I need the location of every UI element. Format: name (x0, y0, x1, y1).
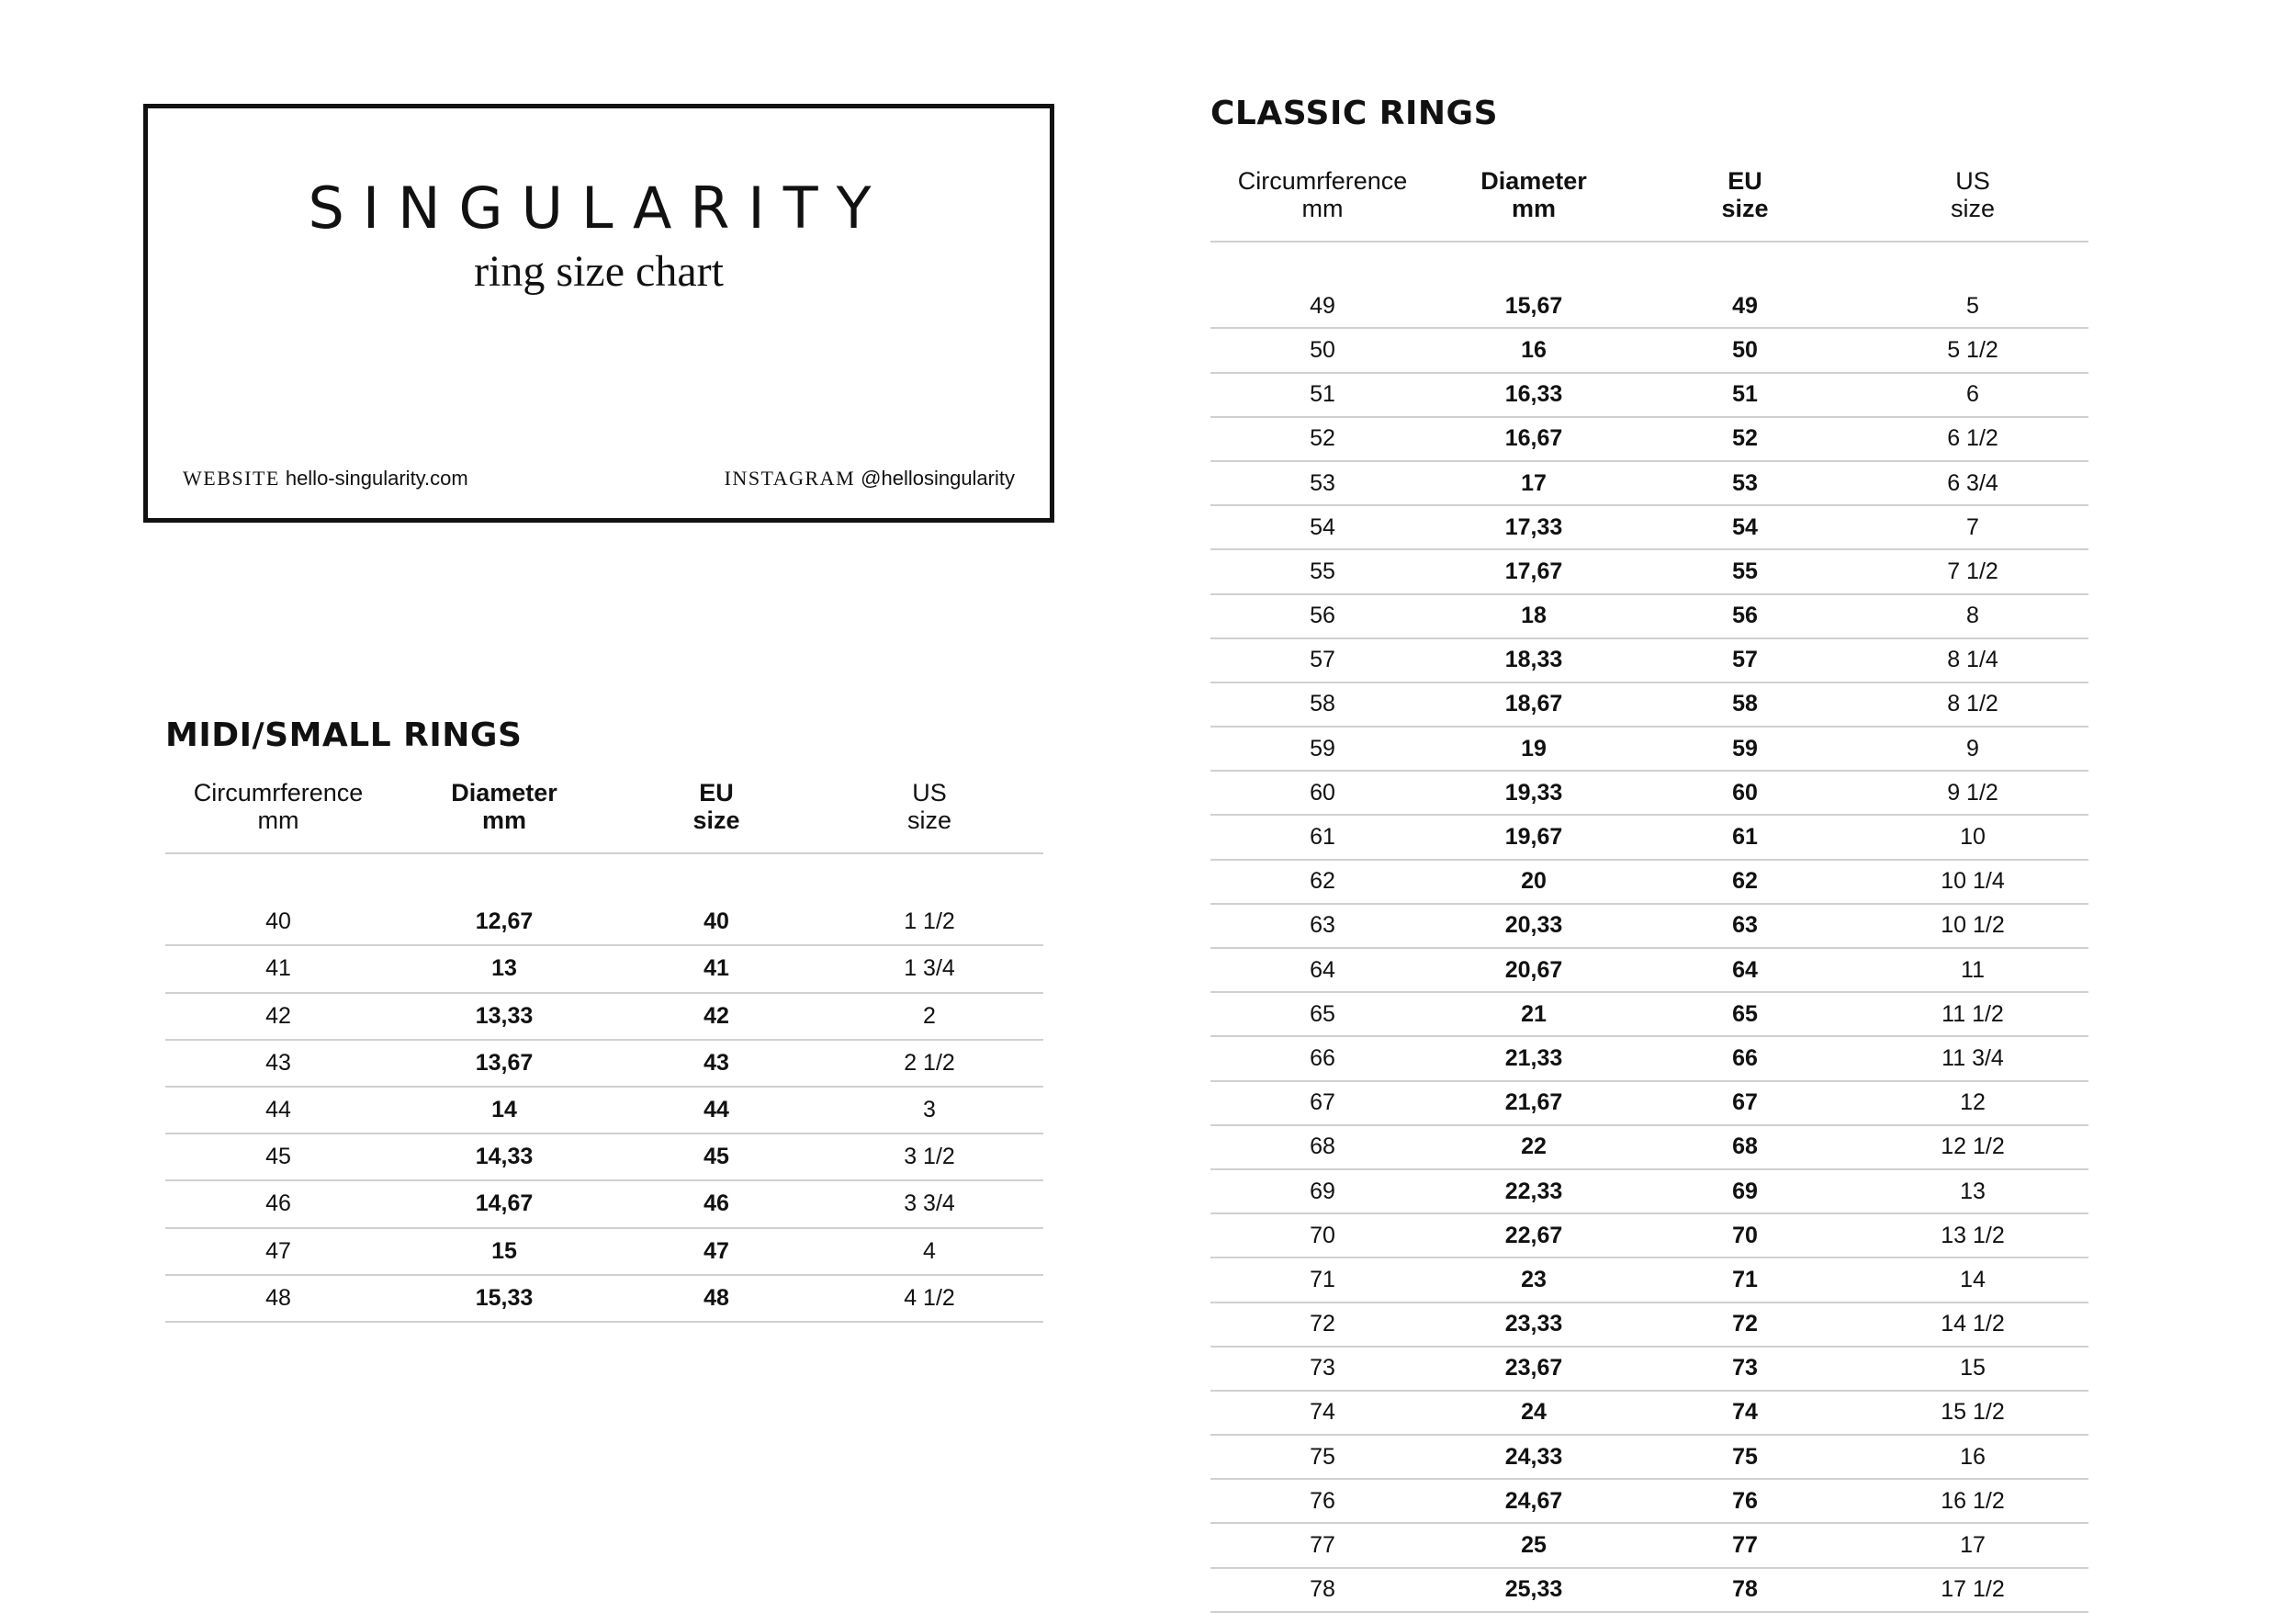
circumference-cell: 58 (1210, 682, 1435, 727)
table-row (1210, 461, 2088, 505)
eu-size-cell: 66 (1633, 1036, 1857, 1080)
circumference-cell: 75 (1210, 1435, 1435, 1479)
diameter-cell: 21,67 (1435, 1081, 1633, 1125)
diameter-cell: 13,67 (391, 1040, 617, 1087)
circumference-cell: 76 (1210, 1479, 1435, 1523)
us-size-cell: 11 3/4 (1857, 1036, 2088, 1080)
circumference-cell: 49 (1210, 285, 1435, 328)
diameter-cell: 15 (391, 1228, 617, 1275)
instagram-info (725, 467, 1015, 491)
diameter-cell: 19,33 (1435, 771, 1633, 815)
circumference-cell: 48 (165, 1275, 391, 1322)
table-row (1210, 1036, 2088, 1080)
table-row (165, 1228, 1043, 1275)
eu-size-cell: 67 (1633, 1081, 1857, 1125)
table-row (1210, 992, 2088, 1036)
diameter-cell: 25,33 (1435, 1568, 1633, 1612)
us-size-cell: 6 3/4 (1857, 461, 2088, 505)
circumference-cell: 77 (1210, 1523, 1435, 1567)
eu-size-cell: 44 (617, 1087, 816, 1133)
eu-size-cell: 69 (1633, 1169, 1857, 1213)
table-row (165, 993, 1043, 1040)
circumference-cell: 69 (1210, 1169, 1435, 1213)
us-size-cell: 9 1/2 (1857, 771, 2088, 815)
diameter-cell: 14,67 (391, 1180, 617, 1227)
eu-size-cell: 49 (1633, 285, 1857, 328)
diameter-cell: 22,67 (1435, 1213, 1633, 1257)
circumference-cell: 71 (1210, 1257, 1435, 1302)
circumference-cell: 73 (1210, 1347, 1435, 1391)
circumference-cell: 40 (165, 899, 391, 945)
table-row (1210, 1391, 2088, 1435)
diameter-cell: 15,67 (1435, 285, 1633, 328)
eu-size-cell: 68 (1633, 1125, 1857, 1169)
diameter-cell: 13,33 (391, 993, 617, 1040)
us-size-cell: 4 (816, 1228, 1043, 1275)
eu-size-cell: 59 (1633, 727, 1857, 771)
eu-size-cell: 64 (1633, 948, 1857, 992)
us-size-cell: 15 1/2 (1857, 1391, 2088, 1435)
circumference-cell: 64 (1210, 948, 1435, 992)
eu-size-cell: 62 (1633, 860, 1857, 904)
eu-size-cell: 58 (1633, 682, 1857, 727)
diameter-cell: 17,67 (1435, 549, 1633, 593)
us-size-cell: 3 1/2 (816, 1133, 1043, 1180)
table-row (1210, 1568, 2088, 1612)
us-size-cell: 10 1/4 (1857, 860, 2088, 904)
eu-size-cell: 54 (1633, 505, 1857, 549)
us-size-cell: 6 1/2 (1857, 417, 2088, 461)
circumference-cell: 43 (165, 1040, 391, 1087)
diameter-header: Diameter mm (391, 779, 617, 853)
circumference-cell: 44 (165, 1087, 391, 1133)
circumference-cell: 54 (1210, 505, 1435, 549)
table-row (1210, 1523, 2088, 1567)
us-size-cell: 16 (1857, 1435, 2088, 1479)
us-size-cell: 14 (1857, 1257, 2088, 1302)
circumference-cell: 50 (1210, 328, 1435, 372)
eu-size-cell: 48 (617, 1275, 816, 1322)
circumference-header: Circumrference mm (1210, 167, 1435, 242)
diameter-cell: 13 (391, 945, 617, 992)
eu-size-cell: 75 (1633, 1435, 1857, 1479)
table-row (165, 945, 1043, 992)
diameter-cell: 22,33 (1435, 1169, 1633, 1213)
diameter-cell: 16,33 (1435, 373, 1633, 417)
eu-size-cell: 72 (1633, 1303, 1857, 1347)
diameter-cell: 20,67 (1435, 948, 1633, 992)
eu-size-cell: 74 (1633, 1391, 1857, 1435)
table-row (1210, 682, 2088, 727)
spacer-cell (165, 853, 1043, 899)
diameter-cell: 21 (1435, 992, 1633, 1036)
table-row (1210, 771, 2088, 815)
us-size-cell: 17 1/2 (1857, 1568, 2088, 1612)
table-row (1210, 505, 2088, 549)
table-row (1210, 948, 2088, 992)
table-row (1210, 1435, 2088, 1479)
table-row (1210, 1257, 2088, 1302)
diameter-cell: 12,67 (391, 899, 617, 945)
spacer-cell (1210, 242, 2088, 285)
us-size-cell: 2 1/2 (816, 1040, 1043, 1087)
us-size-header: US size (1857, 167, 2088, 242)
diameter-cell: 17,33 (1435, 505, 1633, 549)
table-row (1210, 860, 2088, 904)
diameter-cell: 24,67 (1435, 1479, 1633, 1523)
table-row (1210, 1213, 2088, 1257)
eu-size-cell: 70 (1633, 1213, 1857, 1257)
diameter-cell: 17 (1435, 461, 1633, 505)
us-size-header: US size (816, 779, 1043, 853)
diameter-cell: 14 (391, 1087, 617, 1133)
table-row (1210, 328, 2088, 372)
us-size-cell: 3 (816, 1087, 1043, 1133)
diameter-cell: 18,33 (1435, 638, 1633, 682)
eu-size-cell: 46 (617, 1180, 816, 1227)
diameter-cell: 20,33 (1435, 904, 1633, 948)
eu-size-cell: 77 (1633, 1523, 1857, 1567)
eu-size-cell: 65 (1633, 992, 1857, 1036)
us-size-cell: 8 1/4 (1857, 638, 2088, 682)
eu-size-cell: 63 (1633, 904, 1857, 948)
table-spacer (1210, 242, 2088, 285)
table-row (1210, 1479, 2088, 1523)
table-row (1210, 549, 2088, 593)
circumference-cell: 74 (1210, 1391, 1435, 1435)
classic-rings-title: CLASSIC RINGS (1210, 95, 1499, 132)
us-size-cell: 7 1/2 (1857, 549, 2088, 593)
diameter-cell: 19,67 (1435, 815, 1633, 859)
diameter-cell: 19 (1435, 727, 1633, 771)
website-info (183, 467, 468, 491)
table-row (1210, 1347, 2088, 1391)
circumference-cell: 41 (165, 945, 391, 992)
circumference-cell: 65 (1210, 992, 1435, 1036)
diameter-cell: 22 (1435, 1125, 1633, 1169)
diameter-cell: 23,67 (1435, 1347, 1633, 1391)
table-row (1210, 727, 2088, 771)
circumference-cell: 68 (1210, 1125, 1435, 1169)
eu-size-cell: 78 (1633, 1568, 1857, 1612)
eu-size-header: EU size (1633, 167, 1857, 242)
table-row (1210, 1081, 2088, 1125)
diameter-cell: 24 (1435, 1391, 1633, 1435)
eu-size-cell: 71 (1633, 1257, 1857, 1302)
diameter-cell: 14,33 (391, 1133, 617, 1180)
brand-title: SINGULARITY (308, 175, 890, 242)
eu-size-cell: 42 (617, 993, 816, 1040)
us-size-cell: 13 (1857, 1169, 2088, 1213)
eu-size-cell: 61 (1633, 815, 1857, 859)
table-row (1210, 815, 2088, 859)
eu-size-cell: 40 (617, 899, 816, 945)
us-size-cell: 3 3/4 (816, 1180, 1043, 1227)
us-size-cell: 12 1/2 (1857, 1125, 2088, 1169)
us-size-cell: 1 1/2 (816, 899, 1043, 945)
circumference-cell: 51 (1210, 373, 1435, 417)
us-size-cell: 8 1/2 (1857, 682, 2088, 727)
diameter-cell: 20 (1435, 860, 1633, 904)
us-size-cell: 4 1/2 (816, 1275, 1043, 1322)
us-size-cell: 12 (1857, 1081, 2088, 1125)
diameter-cell: 25 (1435, 1523, 1633, 1567)
us-size-cell: 13 1/2 (1857, 1213, 2088, 1257)
instagram-handle[interactable]: @hellosingularity (861, 467, 1015, 490)
circumference-cell: 57 (1210, 638, 1435, 682)
eu-size-cell: 56 (1633, 594, 1857, 638)
circumference-cell: 47 (165, 1228, 391, 1275)
website-link[interactable]: hello-singularity.com (285, 467, 468, 490)
table-row (1210, 1169, 2088, 1213)
us-size-cell: 10 1/2 (1857, 904, 2088, 948)
table-row (165, 1087, 1043, 1133)
diameter-cell: 16 (1435, 328, 1633, 372)
circumference-cell: 66 (1210, 1036, 1435, 1080)
diameter-cell: 16,67 (1435, 417, 1633, 461)
circumference-cell: 56 (1210, 594, 1435, 638)
table-header-row (165, 779, 1043, 853)
table-row (1210, 373, 2088, 417)
eu-size-cell: 76 (1633, 1479, 1857, 1523)
table-row (1210, 285, 2088, 328)
us-size-cell: 15 (1857, 1347, 2088, 1391)
eu-size-cell: 73 (1633, 1347, 1857, 1391)
brand-subtitle: ring size chart (474, 247, 724, 296)
eu-size-cell: 47 (617, 1228, 816, 1275)
us-size-cell: 11 (1857, 948, 2088, 992)
diameter-header: Diameter mm (1435, 167, 1633, 242)
diameter-cell: 21,33 (1435, 1036, 1633, 1080)
table-row (1210, 904, 2088, 948)
eu-size-cell: 53 (1633, 461, 1857, 505)
us-size-cell: 14 1/2 (1857, 1303, 2088, 1347)
circumference-header: Circumrference mm (165, 779, 391, 853)
table-row (165, 1275, 1043, 1322)
circumference-cell: 78 (1210, 1568, 1435, 1612)
us-size-cell: 17 (1857, 1523, 2088, 1567)
us-size-cell: 5 (1857, 285, 2088, 328)
eu-size-cell: 43 (617, 1040, 816, 1087)
midi-rings-title: MIDI/SMALL RINGS (165, 716, 523, 754)
table-row (1210, 638, 2088, 682)
us-size-cell: 8 (1857, 594, 2088, 638)
us-size-cell: 16 1/2 (1857, 1479, 2088, 1523)
circumference-cell: 63 (1210, 904, 1435, 948)
us-size-cell: 5 1/2 (1857, 328, 2088, 372)
table-row (165, 1133, 1043, 1180)
eu-size-header: EU size (617, 779, 816, 853)
brand-card (143, 104, 1054, 523)
circumference-cell: 62 (1210, 860, 1435, 904)
table-spacer (165, 853, 1043, 899)
diameter-cell: 18 (1435, 594, 1633, 638)
us-size-cell: 10 (1857, 815, 2088, 859)
eu-size-cell: 57 (1633, 638, 1857, 682)
classic-rings-table (1210, 167, 2088, 1613)
circumference-cell: 61 (1210, 815, 1435, 859)
table-row (165, 899, 1043, 945)
diameter-cell: 15,33 (391, 1275, 617, 1322)
eu-size-cell: 41 (617, 945, 816, 992)
eu-size-cell: 55 (1633, 549, 1857, 593)
instagram-label: INSTAGRAM (724, 467, 856, 490)
us-size-cell: 2 (816, 993, 1043, 1040)
circumference-cell: 59 (1210, 727, 1435, 771)
diameter-cell: 23 (1435, 1257, 1633, 1302)
midi-rings-table (165, 779, 1043, 1323)
table-row (165, 1180, 1043, 1227)
circumference-cell: 53 (1210, 461, 1435, 505)
eu-size-cell: 52 (1633, 417, 1857, 461)
eu-size-cell: 50 (1633, 328, 1857, 372)
table-row (1210, 417, 2088, 461)
us-size-cell: 1 3/4 (816, 945, 1043, 992)
website-label: WEBSITE (183, 467, 280, 490)
diameter-cell: 23,33 (1435, 1303, 1633, 1347)
table-header-row (1210, 167, 2088, 242)
table-row (1210, 594, 2088, 638)
circumference-cell: 52 (1210, 417, 1435, 461)
diameter-cell: 18,67 (1435, 682, 1633, 727)
table-row (1210, 1303, 2088, 1347)
circumference-cell: 45 (165, 1133, 391, 1180)
table-row (165, 1040, 1043, 1087)
us-size-cell: 11 1/2 (1857, 992, 2088, 1036)
us-size-cell: 6 (1857, 373, 2088, 417)
diameter-cell: 24,33 (1435, 1435, 1633, 1479)
circumference-cell: 72 (1210, 1303, 1435, 1347)
eu-size-cell: 60 (1633, 771, 1857, 815)
circumference-cell: 46 (165, 1180, 391, 1227)
circumference-cell: 55 (1210, 549, 1435, 593)
us-size-cell: 7 (1857, 505, 2088, 549)
us-size-cell: 9 (1857, 727, 2088, 771)
eu-size-cell: 51 (1633, 373, 1857, 417)
circumference-cell: 60 (1210, 771, 1435, 815)
circumference-cell: 42 (165, 993, 391, 1040)
circumference-cell: 67 (1210, 1081, 1435, 1125)
table-row (1210, 1125, 2088, 1169)
circumference-cell: 70 (1210, 1213, 1435, 1257)
eu-size-cell: 45 (617, 1133, 816, 1180)
